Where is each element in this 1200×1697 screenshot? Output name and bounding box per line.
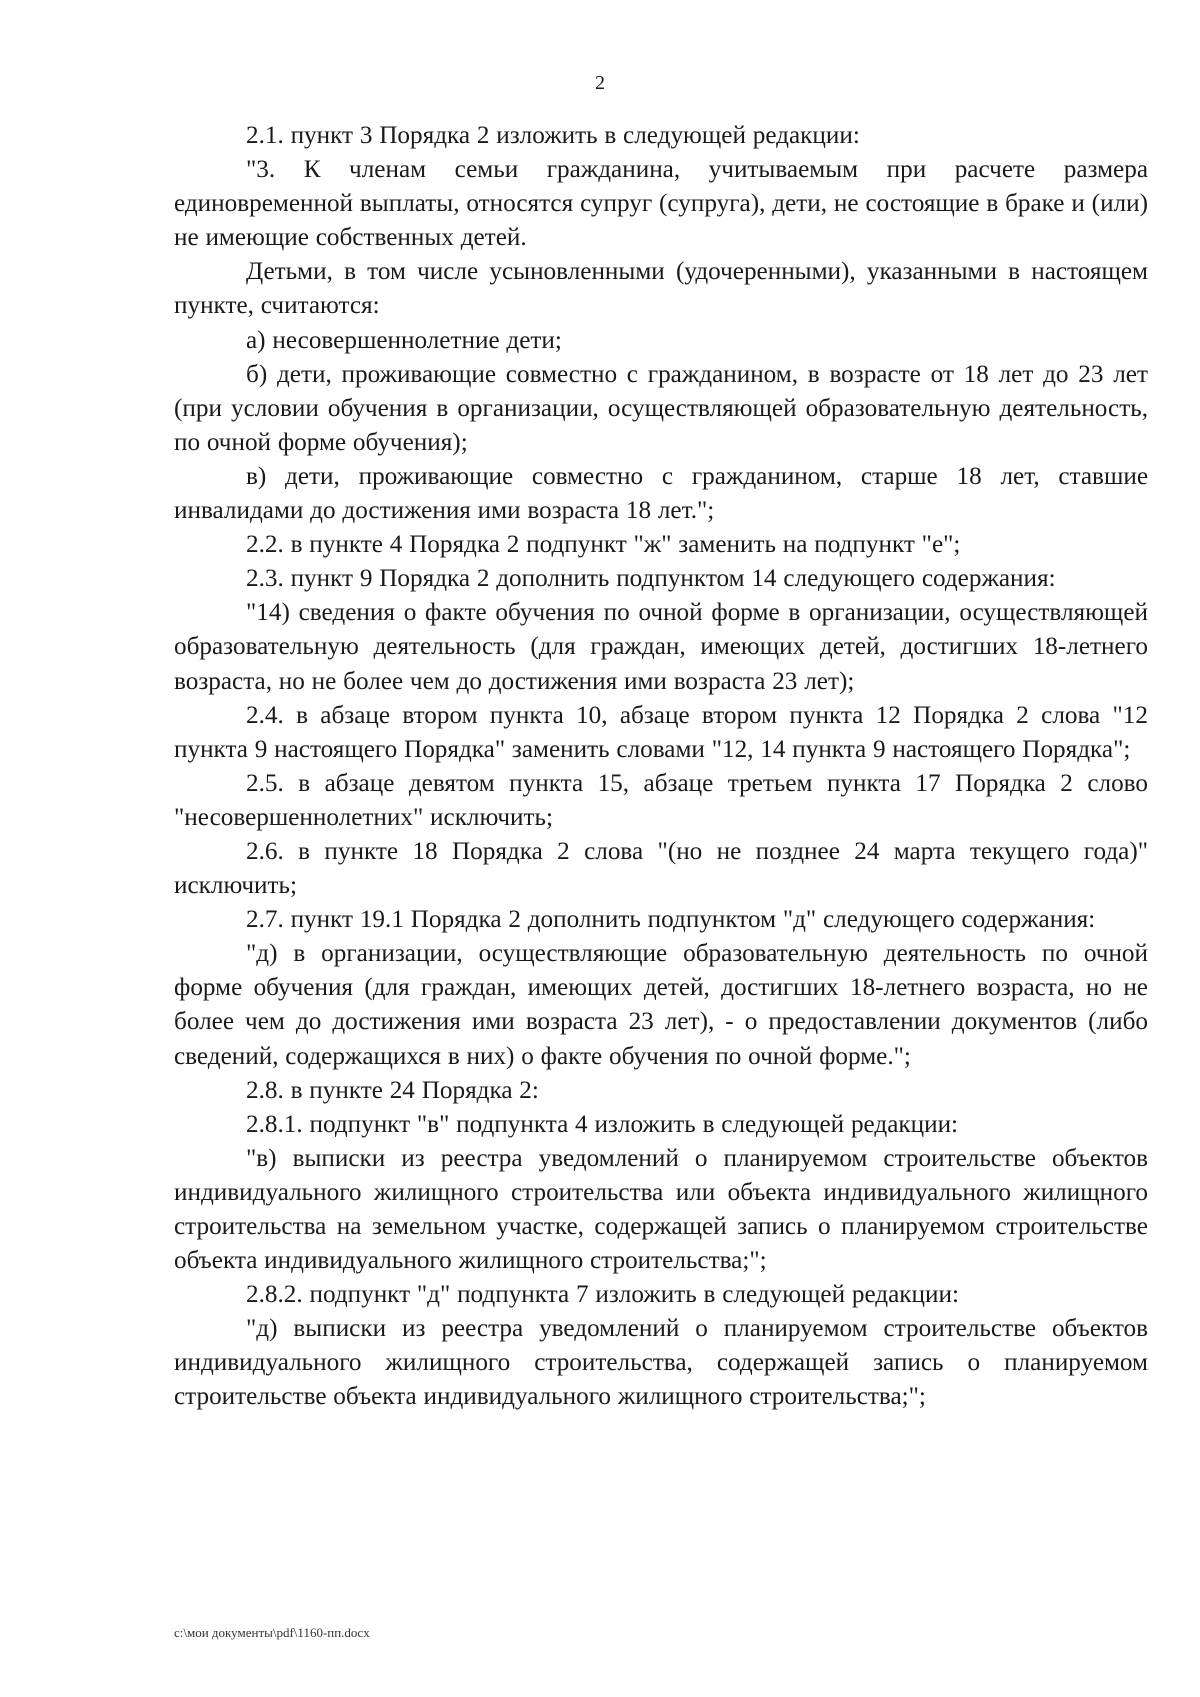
paragraph: в) дети, проживающие совместно с гражданином, старше 18 лет, ставшие инвалидами до достижения ими возраста 18 лет."; [174,462,1148,525]
paragraph: б) дети, проживающие совместно с гражданином, в возрасте от 18 лет до 23 лет (при условии обучения в организации, осуществляющей образовательную деятельность, по очной форме обучения); [174,360,1148,456]
paragraph: "в) выписки из реестра уведомлений о планируемом строительстве объектов индивидуального жилищного строительства или объекта индивидуального жилищного строительства на земельном участке, содержащей запись о планируемом строительстве объекта индивидуального жилищного строительства;"; [174,1144,1148,1275]
document-body [174,119,1148,1415]
paragraph: "д) в организации, осуществляющие образовательную деятельность по очной форме обучения (для граждан, имеющих детей, достигших 18-летнего возраста, но не более чем до достижения ими возраста 23 лет), - о предоставлении документов (либо сведений, содержащихся в них) о факте обучения по очной форме."; [174,940,1148,1070]
paragraph: 2.2. в пункте 4 Порядка 2 подпункт "ж" заменить на подпункт "е"; [246,531,961,559]
page-number: 2 [595,72,605,94]
paragraph: "14) сведения о факте обучения по очной форме в организации, осуществляющей образовательную деятельность (для граждан, имеющих детей, достигших 18-летнего возраста, но не более чем до достижения ими возраста 23 лет); [174,599,1148,695]
paragraph: 2.8. в пункте 24 Порядка 2: [246,1076,539,1104]
paragraph: 2.4. в абзаце втором пункта 10, абзаце втором пункта 12 Порядка 2 слова "12 пункта 9 настоящего Порядка" заменить словами "12, 14 пункта 9 настоящего Порядка"; [174,701,1148,763]
paragraph: 2.8.1. подпункт "в" подпункта 4 изложить в следующей редакции: [246,1110,959,1138]
paragraph: а) несовершеннолетние дети; [246,326,562,354]
paragraph: 2.8.2. подпункт "д" подпункта 7 изложить в следующей редакции: [246,1281,959,1309]
paragraph: 2.7. пункт 19.1 Порядка 2 дополнить подпунктом "д" следующего содержания: [246,906,1096,934]
paragraph: 2.1. пункт 3 Порядка 2 изложить в следующей редакции: [246,122,860,149]
paragraph: 2.3. пункт 9 Порядка 2 дополнить подпунктом 14 следующего содержания: [246,565,1056,593]
paragraph: Детьми, в том числе усыновленными (удочеренными), указанными в настоящем пункте, считаются: [174,258,1148,320]
paragraph: "д) выписки из реестра уведомлений о планируемом строительстве объектов индивидуального жилищного строительства, содержащей запись о планируемом строительстве объекта индивидуального жилищного строительства;"; [174,1315,1148,1411]
paragraph: "3. К членам семьи гражданина, учитываемым при расчете размера единовременной выплаты, относятся супруг (супруга), дети, не состоящие в браке и (или) не имеющие собственных детей. [174,156,1148,252]
paragraph: 2.6. в пункте 18 Порядка 2 слова "(но не позднее 24 марта текущего года)" исключить; [174,837,1148,900]
footer-file-path: c:\мои документы\pdf\1160-пп.docx [174,1625,370,1640]
paragraph: 2.5. в абзаце девятом пункта 15, абзаце третьем пункта 17 Порядка 2 слово "несовершеннолетних" исключить; [174,769,1148,831]
